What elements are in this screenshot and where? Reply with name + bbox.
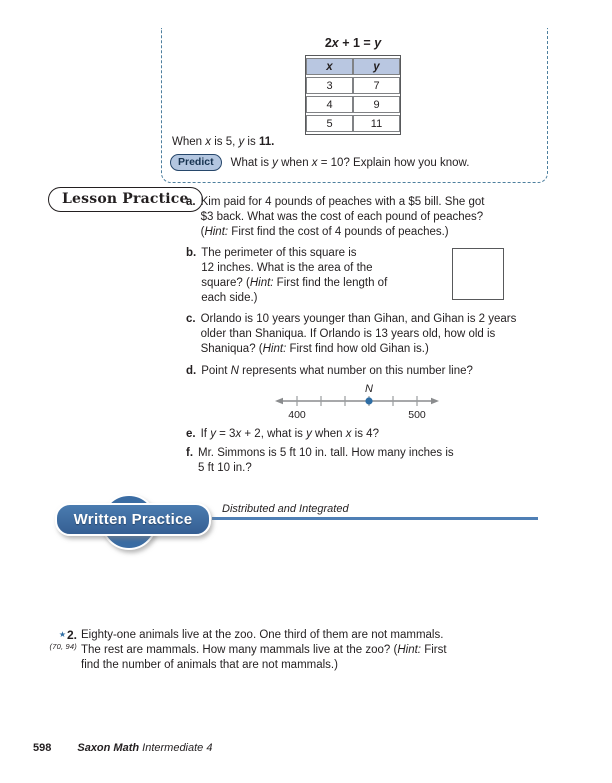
problem-letter: c.: [186, 313, 196, 325]
conclusion-text: When x is 5, y is 11.: [172, 136, 275, 148]
table-cell: 9: [353, 96, 400, 113]
problem-2-lesson-reference: (70, 94): [49, 642, 77, 651]
problem-text: If y = 3x + 2, what is y when x is 4?: [200, 428, 379, 440]
predict-row: [170, 154, 469, 171]
predict-badge: Predict: [170, 154, 222, 171]
problem-number-text: 2.: [66, 628, 77, 642]
problem-2-number-column: [40, 628, 77, 651]
point-n-dot: [365, 397, 372, 404]
function-table: [305, 55, 401, 135]
table-row: [306, 96, 400, 113]
problem-d: [186, 364, 546, 379]
table-cell: 11: [353, 115, 400, 132]
problem-letter: a.: [186, 196, 196, 208]
problem-text: Kim paid for 4 pounds of peaches with a $5 bill. She got $3 back. What was the cost of each pound of peaches? (Hint: First find the cost of 4 pounds of peaches.): [200, 196, 485, 238]
table-cell: 3: [306, 77, 353, 94]
table-cell: 4: [306, 96, 353, 113]
book-title: Saxon Math Intermediate 4: [77, 742, 213, 754]
written-practice-subtitle: Distributed and Integrated: [222, 503, 349, 515]
star-icon: ★: [58, 630, 66, 639]
problem-2-text: Eighty-one animals live at the zoo. One third of them are not mammals. The rest are mammals. How many mammals live at the zoo? (Hint: First find the number of animals that are not mammals.): [81, 629, 447, 671]
problem-letter: d.: [186, 365, 197, 377]
written-practice-label: Written Practice: [55, 503, 211, 536]
lesson-practice-label: Lesson Practice: [48, 187, 203, 212]
problem-2-number: [40, 628, 77, 642]
table-header-y: y: [353, 58, 400, 75]
predict-question: What is y when x = 10? Explain how you know.: [230, 156, 470, 169]
page-number: 598: [33, 742, 52, 754]
page-footer: [33, 742, 212, 754]
equation-title: 2x + 1 = y: [324, 36, 382, 50]
right-arrow-icon: [431, 398, 439, 405]
table-row: [306, 77, 400, 94]
tick-label-500: 500: [408, 409, 426, 421]
problem-f: [186, 446, 543, 476]
point-n-label: N: [365, 383, 373, 395]
written-practice-rule: [212, 517, 538, 520]
problem-text: The perimeter of this square is 12 inches. What is the area of the square? (Hint: First find the length of each side.): [201, 247, 388, 304]
table-body: [306, 77, 400, 132]
table-header-x: x: [306, 58, 353, 75]
left-arrow-icon: [275, 398, 283, 405]
problem-letter: e.: [186, 428, 196, 440]
table-cell: 7: [353, 77, 400, 94]
problem-letter: f.: [186, 447, 194, 459]
problem-c: [186, 312, 546, 357]
number-line-figure: [272, 382, 442, 422]
problem-letter: b.: [186, 247, 197, 259]
table-cell: 5: [306, 115, 353, 132]
problem-text: Orlando is 10 years younger than Gihan, and Gihan is 2 years older than Shaniqua. If Orlando is 13 years old, how old is Shaniqua? (Hint: First find how old Gihan is.): [200, 313, 517, 355]
square-figure: [452, 248, 504, 300]
tick-label-400: 400: [288, 409, 306, 421]
problem-text: Mr. Simmons is 5 ft 10 in. tall. How many inches is 5 ft 10 in.?: [198, 447, 454, 474]
problem-e: [186, 427, 546, 442]
problem-a: [186, 195, 546, 240]
table-row: [306, 115, 400, 132]
problem-text: Point N represents what number on this number line?: [201, 365, 473, 377]
table-header-row: [306, 58, 400, 75]
